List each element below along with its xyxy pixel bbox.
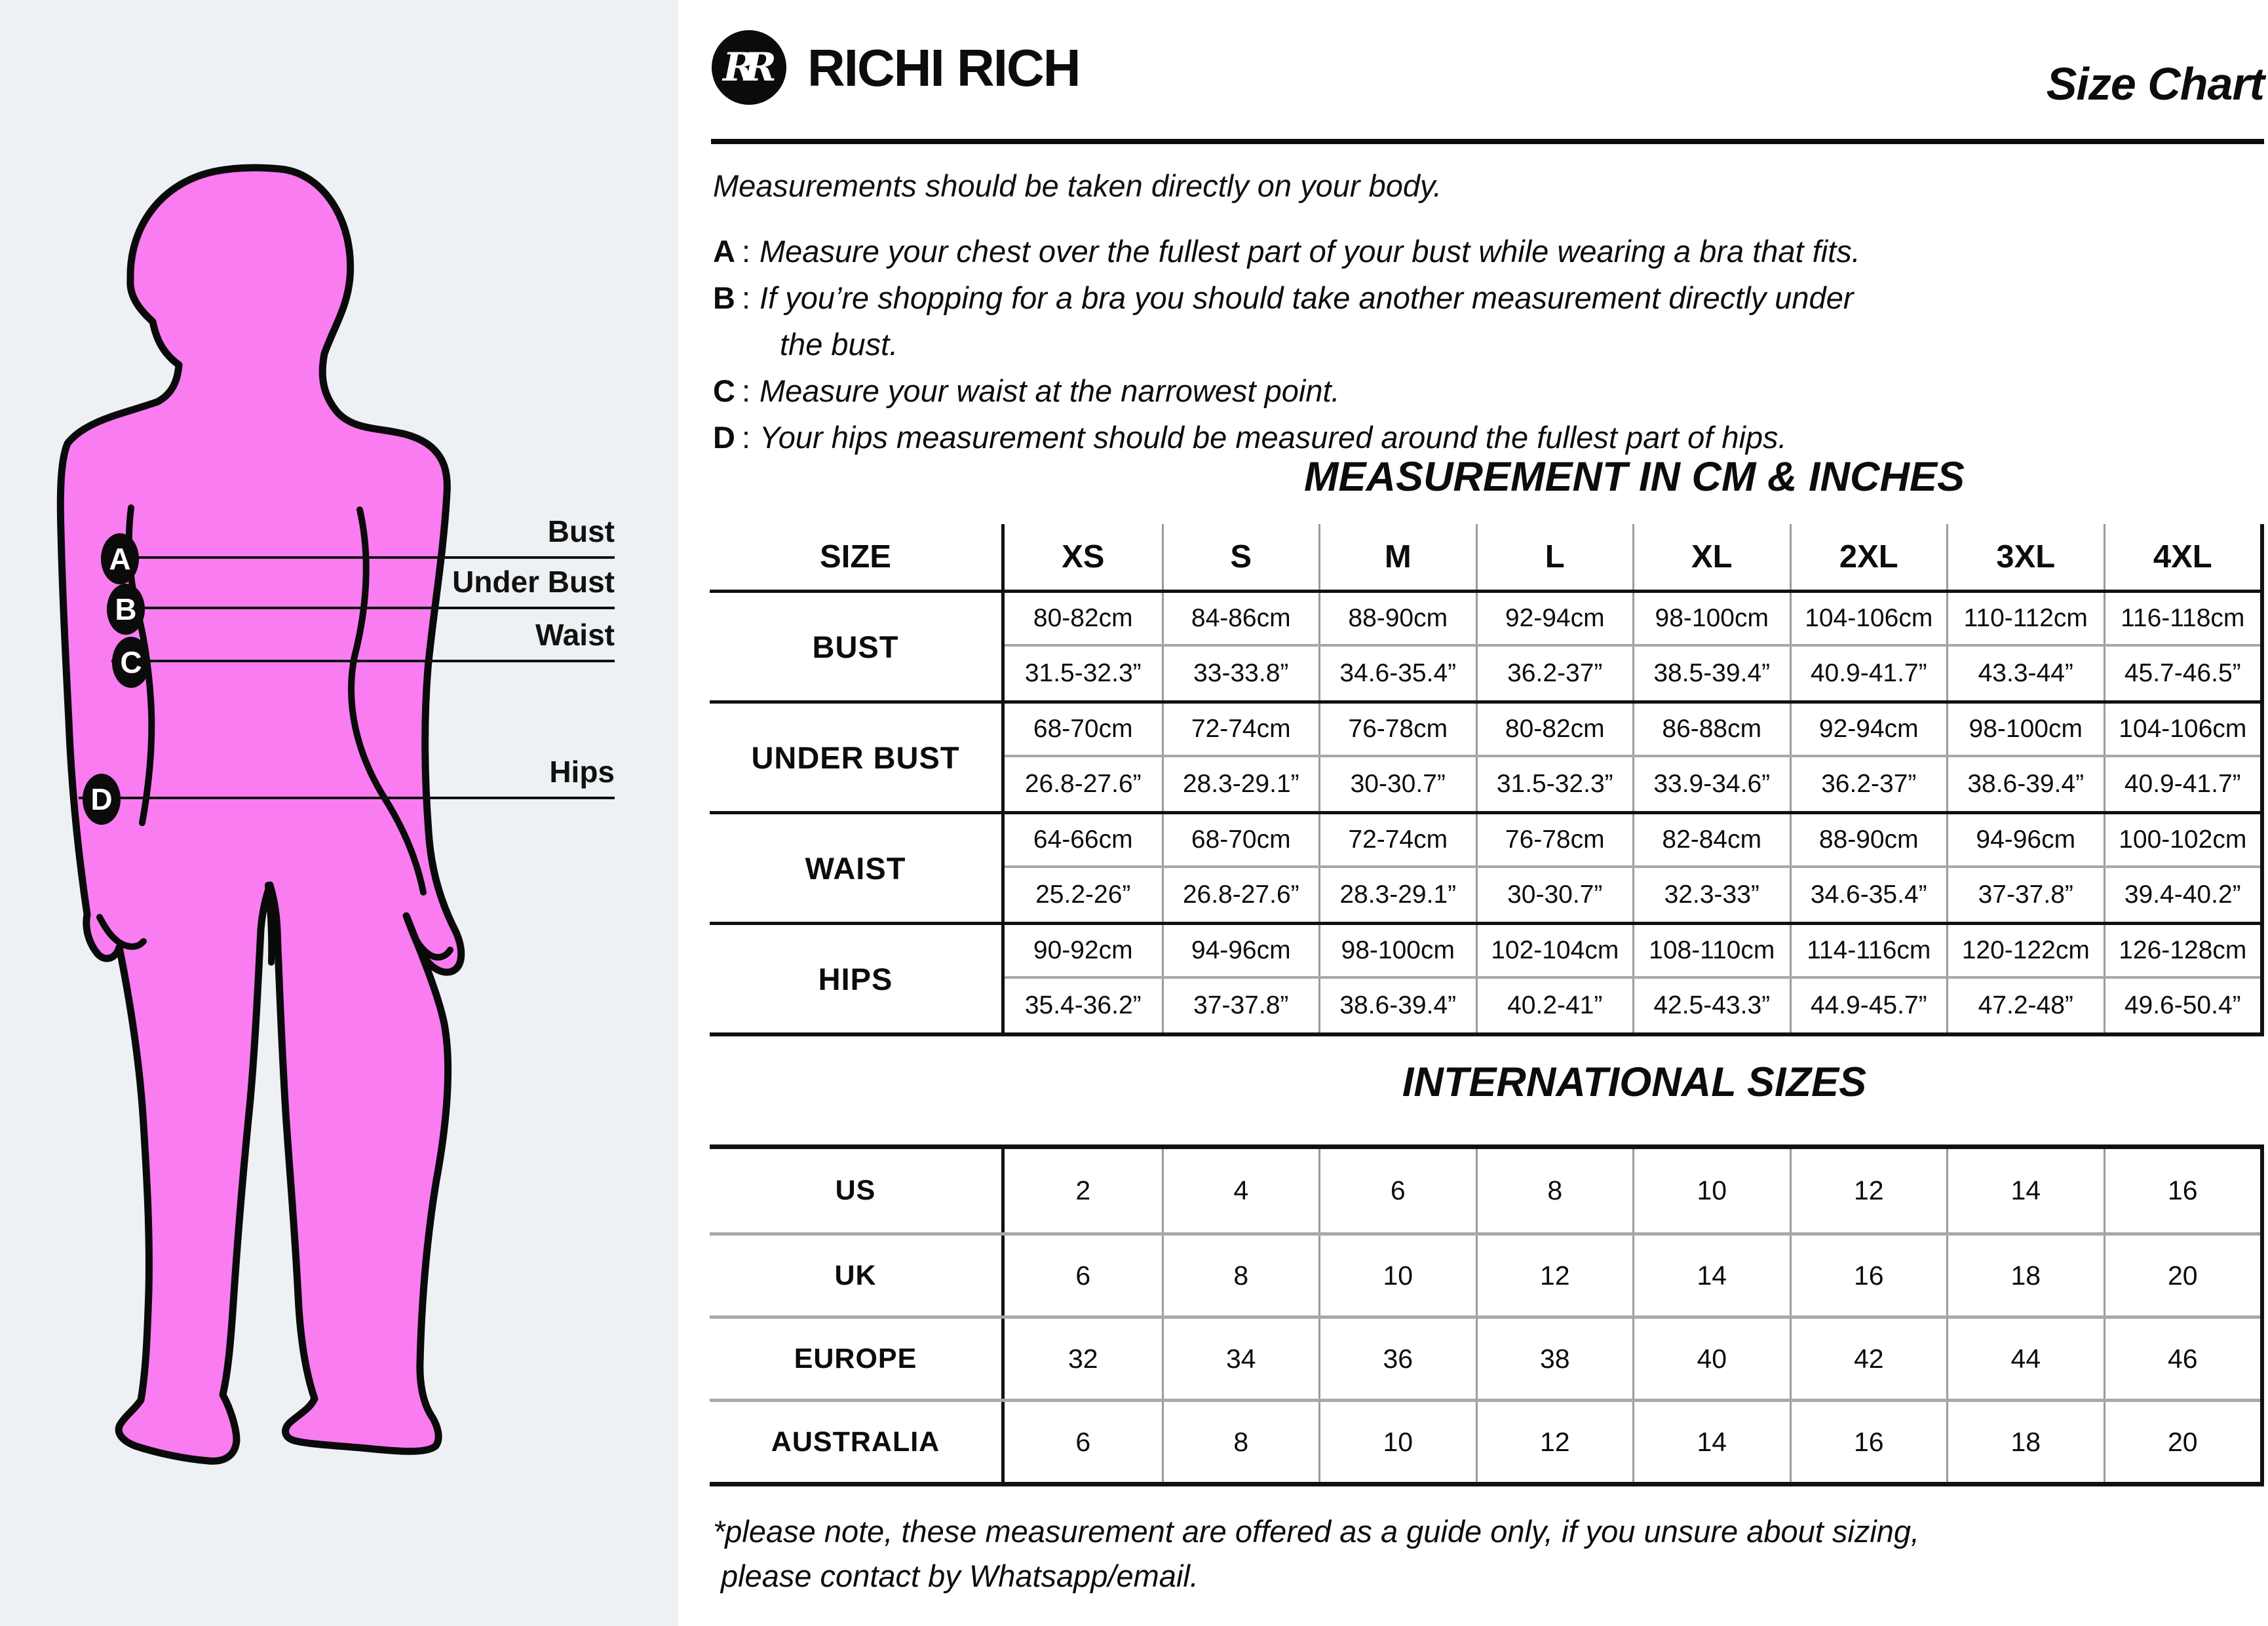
- cm-value-cell: 92-94cm: [1790, 704, 1947, 755]
- inches-value-cell: 39.4-40.2”: [2104, 868, 2261, 922]
- inches-value-cell: 40.2-41”: [1476, 979, 1633, 1032]
- cm-value-cell: 80-82cm: [1476, 704, 1633, 755]
- international-value-cell: 20: [2104, 1402, 2261, 1482]
- logo-monogram: RR: [723, 45, 765, 90]
- inches-value-cell: 32.3-33”: [1632, 868, 1790, 922]
- instruction-separator: :: [741, 234, 751, 269]
- cm-value-row: [1005, 814, 2260, 868]
- inches-value-cell: 38.6-39.4”: [1318, 979, 1476, 1032]
- inches-value-cell: 30-30.7”: [1476, 868, 1633, 922]
- measurement-table-title: MEASUREMENT IN CM & INCHES: [1303, 454, 1965, 500]
- inches-value-cell: 36.2-37”: [1476, 647, 1633, 700]
- instruction-letter: B: [713, 280, 735, 315]
- international-value-cell: 46: [2104, 1319, 2261, 1399]
- footnote-line-1: *please note, these measurement are offered as a guide only, if you unsure about sizing,: [713, 1514, 1920, 1549]
- cm-value-cell: 90-92cm: [1033, 936, 1133, 964]
- international-value-cell: 6: [1075, 1260, 1091, 1291]
- instruction-text: Your hips measurement should be measured around the fullest part of hips.: [759, 420, 1787, 455]
- inches-value-row: [1005, 979, 2260, 1032]
- international-row-label: UK: [710, 1236, 1005, 1315]
- international-value-cell: 6: [1318, 1149, 1476, 1232]
- international-value-cell: 8: [1162, 1236, 1319, 1315]
- international-value-cell: 10: [1632, 1149, 1790, 1232]
- instruction-item: [713, 274, 2263, 368]
- instruction-item: [713, 228, 2263, 274]
- international-row: [710, 1399, 2260, 1482]
- international-value-cell: 6: [1075, 1426, 1091, 1457]
- inches-value-row: [1005, 757, 2260, 811]
- measurement-table-body: [710, 593, 2260, 1032]
- instruction-text-line2: the bust.: [780, 327, 898, 362]
- size-column-header: L: [1476, 524, 1633, 590]
- inches-value-cell: 28.3-29.1”: [1162, 757, 1319, 811]
- international-value-cell: 18: [1946, 1402, 2104, 1482]
- size-column-header: XL: [1632, 524, 1790, 590]
- size-column-header: 3XL: [1946, 524, 2104, 590]
- inches-value-row: [1005, 647, 2260, 700]
- international-value-cell: 8: [1162, 1402, 1319, 1482]
- measurement-row-values: [1005, 704, 2260, 811]
- inches-value-cell: 42.5-43.3”: [1632, 979, 1790, 1032]
- international-row-values: [1005, 1236, 2260, 1315]
- cm-value-cell: 80-82cm: [1033, 604, 1133, 632]
- cm-value-row: [1005, 593, 2260, 647]
- size-column-header: 2XL: [1790, 524, 1947, 590]
- marker-badge-a: A: [101, 533, 139, 584]
- cm-value-cell: 108-110cm: [1632, 925, 1790, 976]
- measurement-row-values: [1005, 814, 2260, 922]
- instruction-list: [713, 228, 2263, 461]
- inches-value-cell: 36.2-37”: [1790, 757, 1947, 811]
- international-value-cell: 10: [1318, 1402, 1476, 1482]
- size-header-row: [1005, 524, 2260, 590]
- cm-value-cell: 72-74cm: [1162, 704, 1319, 755]
- international-table-title: INTERNATIONAL SIZES: [1402, 1059, 1867, 1105]
- cm-value-cell: 64-66cm: [1033, 825, 1133, 854]
- inches-value-cell: 38.5-39.4”: [1632, 647, 1790, 700]
- footnote: [713, 1509, 1919, 1598]
- brand-logo-icon: [712, 30, 786, 105]
- measurement-table: [710, 524, 2264, 1036]
- international-value-cell: 14: [1632, 1402, 1790, 1482]
- instruction-letter: D: [713, 420, 735, 455]
- inches-value-cell: 33.9-34.6”: [1632, 757, 1790, 811]
- cm-value-cell: 98-100cm: [1946, 704, 2104, 755]
- international-value-cell: 10: [1318, 1236, 1476, 1315]
- measurement-row-label: WAIST: [710, 814, 1005, 922]
- international-value-cell: 40: [1632, 1319, 1790, 1399]
- international-value-cell: 16: [1790, 1402, 1947, 1482]
- inches-value-cell: 37-37.8”: [1162, 979, 1319, 1032]
- international-row: [710, 1315, 2260, 1399]
- cm-value-cell: 116-118cm: [2104, 593, 2261, 644]
- international-row-label: EUROPE: [710, 1319, 1005, 1399]
- inches-value-cell: 26.8-27.6”: [1162, 868, 1319, 922]
- cm-value-cell: 68-70cm: [1162, 814, 1319, 865]
- international-value-cell: 32: [1067, 1343, 1098, 1374]
- international-row-values: [1005, 1319, 2260, 1399]
- cm-value-cell: 76-78cm: [1476, 814, 1633, 865]
- inches-value-cell: 47.2-48”: [1946, 979, 2104, 1032]
- size-column-header: S: [1162, 524, 1319, 590]
- inches-value-row: [1005, 868, 2260, 922]
- international-value-cell: 18: [1946, 1236, 2104, 1315]
- size-column-header: 4XL: [2104, 524, 2261, 590]
- crotch-line: [268, 885, 271, 962]
- cm-value-cell: 120-122cm: [1946, 925, 2104, 976]
- cm-value-cell: 88-90cm: [1790, 814, 1947, 865]
- header-divider: [711, 139, 2264, 144]
- measurement-row-group: [710, 700, 2260, 811]
- intro-text: Measurements should be taken directly on your body.: [713, 168, 1442, 203]
- cm-value-cell: 68-70cm: [1033, 715, 1133, 743]
- instruction-text: Measure your chest over the fullest part of your bust while wearing a bra that fits.: [759, 234, 1860, 269]
- cm-value-cell: 126-128cm: [2104, 925, 2261, 976]
- instruction-separator: :: [741, 420, 751, 455]
- cm-value-cell: 102-104cm: [1476, 925, 1633, 976]
- international-value-cell: 12: [1476, 1236, 1633, 1315]
- cm-value-row: [1005, 704, 2260, 757]
- measurement-row-group: [710, 922, 2260, 1032]
- inches-value-cell: 28.3-29.1”: [1318, 868, 1476, 922]
- measurement-row-label: UNDER BUST: [710, 704, 1005, 811]
- international-row: [710, 1149, 2260, 1232]
- cm-value-cell: 104-106cm: [1790, 593, 1947, 644]
- inches-value-cell: 45.7-46.5”: [2104, 647, 2261, 700]
- cm-value-cell: 98-100cm: [1632, 593, 1790, 644]
- cm-value-row: [1005, 925, 2260, 979]
- hips-leader-label: [79, 752, 615, 799]
- cm-value-cell: 100-102cm: [2104, 814, 2261, 865]
- inches-value-cell: 31.5-32.3”: [1024, 659, 1142, 687]
- international-table: [710, 1144, 2264, 1486]
- international-value-cell: 4: [1162, 1149, 1319, 1232]
- inches-value-cell: 37-37.8”: [1946, 868, 2104, 922]
- waist-label-text: Waist: [535, 618, 615, 652]
- international-value-cell: 14: [1632, 1236, 1790, 1315]
- international-row-values: [1005, 1402, 2260, 1482]
- inches-value-cell: 49.6-50.4”: [2104, 979, 2261, 1032]
- inches-value-cell: 31.5-32.3”: [1476, 757, 1633, 811]
- international-row-label: AUSTRALIA: [710, 1402, 1005, 1482]
- inches-value-cell: 30-30.7”: [1318, 757, 1476, 811]
- cm-value-cell: 72-74cm: [1318, 814, 1476, 865]
- measurement-row-label: HIPS: [710, 925, 1005, 1032]
- figure-panel: [0, 0, 678, 1626]
- international-value-cell: 36: [1318, 1319, 1476, 1399]
- size-column-header: M: [1318, 524, 1476, 590]
- inches-value-cell: 44.9-45.7”: [1790, 979, 1947, 1032]
- instruction-letter: A: [713, 234, 735, 269]
- international-value-cell: 38: [1476, 1319, 1633, 1399]
- cm-value-cell: 82-84cm: [1632, 814, 1790, 865]
- cm-value-cell: 94-96cm: [1946, 814, 2104, 865]
- body-outline: [60, 168, 461, 1461]
- international-value-cell: 14: [1946, 1149, 2104, 1232]
- under-bust-leader-label: [134, 562, 615, 609]
- inches-value-cell: 34.6-35.4”: [1790, 868, 1947, 922]
- size-column-header: XS: [1062, 539, 1105, 575]
- international-value-cell: 20: [2104, 1236, 2261, 1315]
- measurement-row-values: [1005, 593, 2260, 700]
- inches-value-cell: 34.6-35.4”: [1318, 647, 1476, 700]
- bust-label-text: Bust: [547, 514, 615, 548]
- marker-badge-b: B: [107, 584, 145, 635]
- cm-value-cell: 114-116cm: [1790, 925, 1947, 976]
- marker-badge-d: D: [83, 774, 121, 825]
- international-value-cell: 2: [1075, 1175, 1091, 1205]
- international-value-cell: 8: [1476, 1149, 1633, 1232]
- brand-name: RICHI RICH: [807, 39, 1080, 97]
- cm-value-cell: 110-112cm: [1946, 593, 2104, 644]
- international-value-cell: 12: [1790, 1149, 1947, 1232]
- instruction-text: Measure your waist at the narrowest point.: [759, 373, 1340, 408]
- page-title: Size Chart: [2046, 58, 2264, 109]
- measurement-row-group: [710, 811, 2260, 922]
- cm-value-cell: 92-94cm: [1476, 593, 1633, 644]
- international-value-cell: 34: [1162, 1319, 1319, 1399]
- international-row: [710, 1232, 2260, 1315]
- cm-value-cell: 94-96cm: [1162, 925, 1319, 976]
- inches-value-cell: 35.4-36.2”: [1024, 991, 1142, 1019]
- inches-value-cell: 40.9-41.7”: [2104, 757, 2261, 811]
- bust-leader-label: [111, 512, 615, 559]
- inches-value-cell: 33-33.8”: [1162, 647, 1319, 700]
- instruction-text: If you’re shopping for a bra you should take another measurement directly under: [759, 280, 1854, 315]
- measurement-row-label: BUST: [710, 593, 1005, 700]
- international-row-values: [1005, 1149, 2260, 1232]
- international-value-cell: 44: [1946, 1319, 2104, 1399]
- cm-value-cell: 84-86cm: [1162, 593, 1319, 644]
- instruction-item: [713, 368, 2263, 414]
- under-bust-label-text: Under Bust: [452, 565, 615, 599]
- international-value-cell: 16: [2104, 1149, 2261, 1232]
- measurement-table-header: [710, 524, 2260, 593]
- footnote-line-2: please contact by Whatsapp/email.: [721, 1559, 1199, 1593]
- cm-value-cell: 104-106cm: [2104, 704, 2261, 755]
- inches-value-cell: 26.8-27.6”: [1024, 770, 1142, 798]
- inches-value-cell: 38.6-39.4”: [1946, 757, 2104, 811]
- cm-value-cell: 76-78cm: [1318, 704, 1476, 755]
- hips-label-text: Hips: [549, 755, 615, 789]
- international-row-label: US: [710, 1149, 1005, 1232]
- international-value-cell: 42: [1790, 1319, 1947, 1399]
- size-header-cell: SIZE: [710, 524, 1005, 590]
- inches-value-cell: 25.2-26”: [1035, 880, 1131, 909]
- inches-value-cell: 40.9-41.7”: [1790, 647, 1947, 700]
- international-value-cell: 12: [1476, 1402, 1633, 1482]
- international-value-cell: 16: [1790, 1236, 1947, 1315]
- cm-value-cell: 88-90cm: [1318, 593, 1476, 644]
- cm-value-cell: 86-88cm: [1632, 704, 1790, 755]
- marker-badge-c: C: [112, 637, 150, 688]
- cm-value-cell: 98-100cm: [1318, 925, 1476, 976]
- waist-leader-label: [111, 615, 615, 662]
- instruction-letter: C: [713, 373, 735, 408]
- inches-value-cell: 43.3-44”: [1946, 647, 2104, 700]
- instruction-separator: :: [741, 373, 751, 408]
- measurement-row-group: [710, 593, 2260, 700]
- instruction-separator: :: [741, 280, 751, 315]
- measurement-row-values: [1005, 925, 2260, 1032]
